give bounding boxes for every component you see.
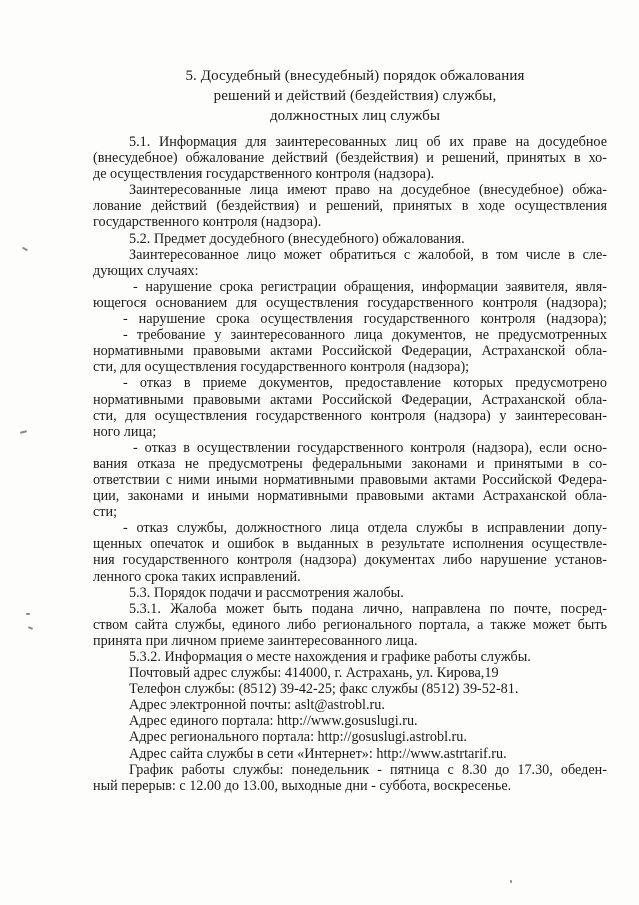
text-line: дующих случаях: bbox=[93, 262, 199, 279]
text-line: сти, для осуществления государственного контроля (надзора) у заинтересован- bbox=[93, 407, 607, 424]
text-line: щенных опечаток и ошибок в выданных в результате исполнения осуществле- bbox=[93, 536, 607, 553]
scan-speck bbox=[28, 626, 33, 630]
list-item bbox=[93, 311, 607, 327]
phone-fax: Телефон службы: (8512) 39-42-25; факс службы (8512) 39-52-81. bbox=[129, 681, 519, 698]
text-line: ный перерыв: с 12.00 до 13.00, выходные дни - суббота, воскресенье. bbox=[93, 777, 512, 794]
postal-address: Почтовый адрес службы: 414000, г. Астрахань, ул. Кирова,19 bbox=[129, 665, 499, 682]
section-heading-line: решений и действий (бездействия) службы, bbox=[213, 88, 497, 104]
section-heading bbox=[150, 66, 560, 126]
regional-portal-address: Адрес регионального портала: http://gosuslugi.astrobl.ru. bbox=[129, 729, 467, 746]
text-line: де осуществления государственного контроля (надзора). bbox=[93, 166, 435, 183]
text-line: принята при личном приеме заинтересованного лица. bbox=[93, 632, 418, 649]
text-line: (внесудебное) обжалование действий (бездействия) и решений, принятых в хо- bbox=[93, 150, 607, 167]
text-line: ством сайта службы, единого либо регионального портала, а также может быть bbox=[93, 616, 607, 633]
text-line: - отказ в приеме документов, предоставление которых предусмотрено bbox=[123, 375, 607, 392]
section-heading-line: должностных лиц службы bbox=[269, 108, 441, 124]
website-address: Адрес сайта службы в сети «Интернет»: http://www.astrtarif.ru. bbox=[129, 745, 507, 762]
contact-info bbox=[93, 665, 607, 762]
text-line: сти, для осуществления государственного контроля (надзора); bbox=[93, 359, 470, 376]
text-line: лование действий (бездействия) и решений, принятых в ходе осуществления bbox=[93, 198, 607, 215]
paragraph-5-3-1 bbox=[93, 601, 607, 649]
text-line: ответствии с ними иными нормативными правовыми актами Российской Федера- bbox=[93, 471, 607, 488]
text-line: ния государственного контроля (надзора) документах либо нарушение установ- bbox=[93, 552, 607, 569]
text-line: ции, законами и иными нормативными правовыми актами Астраханской обла- bbox=[93, 488, 607, 505]
section-heading-line: 5. Досудебный (внесудебный) порядок обжалования bbox=[185, 68, 525, 84]
text-line: вания отказа не предусмотрены федеральными законами и принятыми в со- bbox=[93, 455, 607, 472]
text-line: ленного срока таких исправлений. bbox=[93, 568, 301, 585]
text-line: - отказ службы, должностного лица отдела службы в исправлении допу- bbox=[123, 520, 607, 537]
text-line: - отказ в осуществлении государственного контроля (надзора), если осно- bbox=[133, 439, 607, 456]
text-line: ющегося основанием для осуществления государственного контроля (надзора); bbox=[93, 294, 607, 311]
text-line: График работы службы: понедельник - пятница с 8.30 до 17.30, обеден- bbox=[129, 761, 607, 778]
scan-speck bbox=[22, 247, 28, 252]
text-line: сти; bbox=[93, 504, 118, 521]
paragraph-schedule bbox=[93, 762, 607, 794]
text-line: Заинтересованные лица имеют право на досудебное (внесудебное) обжа- bbox=[129, 182, 607, 199]
text-line: 5.3.2. Информация о месте нахождения и графике работы службы. bbox=[129, 649, 531, 665]
scan-speck bbox=[26, 613, 30, 615]
paragraph-complaint-cases bbox=[93, 247, 607, 279]
text-line: ного лица; bbox=[93, 423, 157, 440]
list-item bbox=[93, 279, 607, 311]
text-line: 5.1. Информация для заинтересованных лиц об их праве на досудебное bbox=[129, 134, 607, 150]
list-item bbox=[93, 440, 607, 520]
paragraph-5-1 bbox=[93, 134, 607, 182]
text-line: государственного контроля (надзора). bbox=[93, 214, 322, 231]
text-line: - нарушение срока регистрации обращения, информации заявителя, явля- bbox=[133, 278, 607, 295]
scan-speck bbox=[20, 430, 27, 434]
paragraph-5-3-2 bbox=[93, 649, 607, 665]
text-line: 5.2. Предмет досудебного (внесудебного) обжалования. bbox=[129, 230, 465, 247]
text-line: нормативными правовыми актами Российской Федерации, Астраханской обла- bbox=[93, 391, 607, 408]
text-line: - требование у заинтересованного лица документов, не предусмотренных bbox=[123, 327, 607, 344]
text-line: 5.3. Порядок подачи и рассмотрения жалобы. bbox=[129, 584, 404, 601]
email-address: Адрес электронной почты: aslt@astrobl.ru. bbox=[129, 697, 385, 714]
paragraph-5-2 bbox=[93, 231, 607, 247]
list-item bbox=[93, 327, 607, 375]
scan-speck bbox=[510, 880, 512, 883]
list-item bbox=[93, 520, 607, 584]
single-portal-address: Адрес единого портала: http://www.gosuslugi.ru. bbox=[129, 713, 418, 730]
text-line: Заинтересованное лицо может обратиться с жалобой, в том числе в сле- bbox=[129, 246, 607, 263]
paragraph-5-3 bbox=[93, 585, 607, 601]
text-line: 5.3.1. Жалоба может быть подана лично, направлена по почте, посред- bbox=[129, 600, 607, 617]
paragraph-rights bbox=[93, 182, 607, 230]
list-item bbox=[93, 375, 607, 439]
section-body bbox=[93, 134, 607, 794]
text-line: - нарушение срока осуществления государственного контроля (надзора); bbox=[123, 311, 607, 328]
text-line: нормативными правовыми актами Российской Федерации, Астраханской обла- bbox=[93, 343, 607, 360]
